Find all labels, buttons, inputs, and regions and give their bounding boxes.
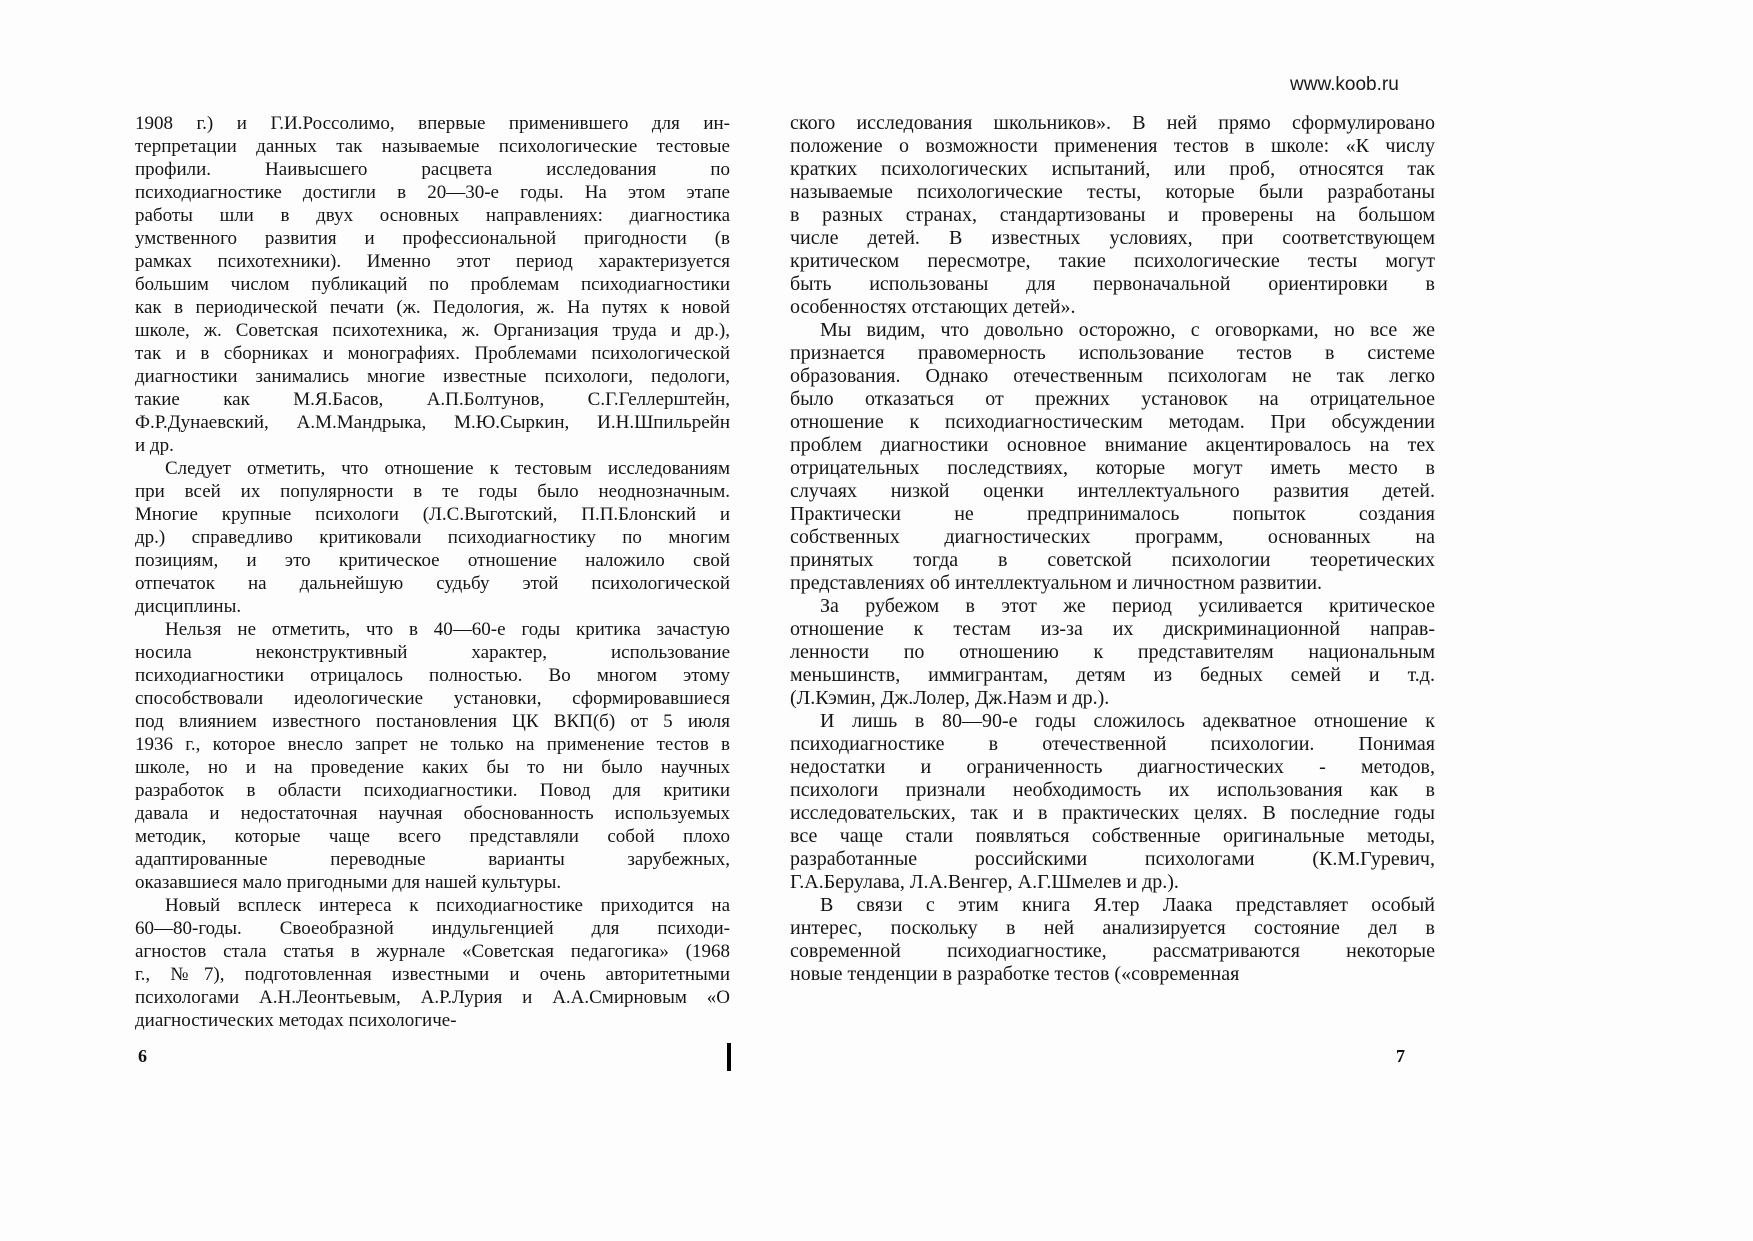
text-line: проблем диагностики основное внимание акцентировалось на тех xyxy=(790,434,1435,456)
left-page-text-column xyxy=(135,112,730,1032)
text-line: психодиагностике достигли в 20—30-е годы. На этом этапе xyxy=(135,182,730,203)
text-line: Практически не предпринималось попыток создания xyxy=(790,503,1435,525)
text-line: разработок в области психодиагностики. Повод для критики xyxy=(135,780,730,801)
text-line: позициям, и это критическое отношение наложило свой xyxy=(135,550,730,571)
text-line: психодиагностике в отечественной психологии. Понимая xyxy=(790,733,1435,755)
text-line: агностов стала статья в журнале «Советская педагогика» (1968 xyxy=(135,941,730,962)
text-line: принятых тогда в советской психологии теоретических xyxy=(790,549,1435,571)
right-page-text-column xyxy=(790,112,1435,986)
text-line: большим числом публикаций по проблемам психодиагностики xyxy=(135,274,730,295)
text-line: 1936 г., которое внесло запрет не только на применение тестов в xyxy=(135,734,730,755)
text-line: собственных диагностических программ, основанных на xyxy=(790,526,1435,548)
text-line: ленности по отношению к представителям национальным xyxy=(790,641,1435,663)
text-line: под влиянием известного постановления ЦК ВКП(б) от 5 июля xyxy=(135,711,730,732)
text-line: психодиагностики отрицалось полностью. Во многом этому xyxy=(135,665,730,686)
text-line: современной психодиагностике, рассматриваются некоторые xyxy=(790,940,1435,962)
text-line: такие как М.Я.Басов, А.П.Болтунов, С.Г.Геллерштейн, xyxy=(135,389,730,410)
text-line: было отказаться от прежних установок на отрицательное xyxy=(790,388,1435,410)
text-line: интерес, поскольку в ней анализируется состояние дел в xyxy=(790,917,1435,939)
text-line: школе, ж. Советская психотехника, ж. Организация труда и др.), xyxy=(135,320,730,341)
text-line: Ф.Р.Дунаевский, А.М.Мандрыка, М.Ю.Сыркин, И.Н.Шпильрейн xyxy=(135,412,730,433)
text-line: отношение к психодиагностическим методам. При обсуждении xyxy=(790,411,1435,433)
text-line: психологи признали необходимость их использования как в xyxy=(790,779,1435,801)
text-line: Многие крупные психологи (Л.С.Выготский, П.П.Блонский и xyxy=(135,504,730,525)
text-line: новые тенденции в разработке тестов («современная xyxy=(790,963,1240,985)
text-line: др.) справедливо критиковали психодиагностику по многим xyxy=(135,527,730,548)
text-line: школе, но и на проведение каких бы то ни было научных xyxy=(135,757,730,778)
text-line: все чаще стали появляться собственные оригинальные методы, xyxy=(790,825,1435,847)
center-divider-mark xyxy=(727,1043,731,1071)
text-line: умственного развития и профессиональной пригодности (в xyxy=(135,228,730,249)
text-line: образования. Однако отечественным психологам не так легко xyxy=(790,365,1435,387)
text-line: дисциплины. xyxy=(135,596,242,617)
text-line: давала и недостаточная научная обоснованность используемых xyxy=(135,803,730,824)
text-line: исследовательских, так и в практических целях. В последние годы xyxy=(790,802,1435,824)
text-line: 60—80-годы. Своеобразной индульгенцией для психоди- xyxy=(135,918,730,939)
text-line: случаях низкой оценки интеллектуального развития детей. xyxy=(790,480,1435,502)
text-line: разработанные российскими психологами (К.М.Гуревич, xyxy=(790,848,1435,870)
text-line: методик, которые чаще всего представляли собой плохо xyxy=(135,826,730,847)
text-line: г., №7), подготовленная известными и очень авторитетными xyxy=(135,964,730,985)
text-line: За рубежом в этот же период усиливается критическое xyxy=(820,595,1435,617)
website-url: www.koob.ru xyxy=(1290,74,1399,95)
text-line: кратких психологических испытаний, или проб, относятся так xyxy=(790,158,1435,180)
text-line: Нельзя не отметить, что в 40—60-е годы критика зачастую xyxy=(165,619,730,640)
text-line: Мы видим, что довольно осторожно, с оговорками, но все же xyxy=(820,319,1435,341)
text-line: и др. xyxy=(135,435,174,456)
text-line: способствовали идеологические установки, сформировавшиеся xyxy=(135,688,730,709)
text-line: работы шли в двух основных направлениях: диагностика xyxy=(135,205,730,226)
text-line: признается правомерность использование тестов в системе xyxy=(790,342,1435,364)
text-line: диагностических методах психологиче- xyxy=(135,1010,457,1031)
text-line: терпретации данных так называемые психологические тестовые xyxy=(135,136,730,157)
text-line: оказавшиеся мало пригодными для нашей культуры. xyxy=(135,872,562,893)
text-line: Новый всплеск интереса к психодиагностике приходится на xyxy=(165,895,730,916)
text-line: 1908 г.) и Г.И.Россолимо, впервые применившего для ин- xyxy=(135,113,730,134)
text-line: Г.А.Берулава, Л.А.Венгер, А.Г.Шмелев и др.). xyxy=(790,871,1179,893)
text-line: отрицательных последствиях, которые могут иметь место в xyxy=(790,457,1435,479)
text-line: адаптированные переводные варианты зарубежных, xyxy=(135,849,730,870)
text-line: критическом пересмотре, такие психологические тесты могут xyxy=(790,250,1435,272)
text-line: отпечаток на дальнейшую судьбу этой психологической xyxy=(135,573,730,594)
page-number-right: 7 xyxy=(1396,1046,1405,1066)
text-line: числе детей. В известных условиях, при соответствующем xyxy=(790,227,1435,249)
text-line: Следует отметить, что отношение к тестовым исследованиям xyxy=(165,458,730,479)
text-line: отношение к тестам из-за их дискриминационной направ- xyxy=(790,618,1435,640)
text-line: ского исследования школьников». В ней прямо сформулировано xyxy=(790,112,1435,134)
text-line: положение о возможности применения тестов в школе: «К числу xyxy=(790,135,1435,157)
text-line: представлениях об интеллектуальном и личностном развитии. xyxy=(790,572,1323,594)
text-line: диагностики занимались многие известные психологи, педологи, xyxy=(135,366,730,387)
text-line: недостатки и ограниченность диагностических - методов, xyxy=(790,756,1435,778)
text-line: носила неконструктивный характер, использование xyxy=(135,642,730,663)
text-line: в разных странах, стандартизованы и проверены на большом xyxy=(790,204,1435,226)
text-line: (Л.Кэмин, Дж.Лолер, Дж.Наэм и др.). xyxy=(790,687,1110,709)
text-line: В связи с этим книга Я.тер Лаака представляет особый xyxy=(820,894,1435,916)
text-line: при всей их популярности в те годы было неоднозначным. xyxy=(135,481,730,502)
text-line: быть использованы для первоначальной ориентировки в xyxy=(790,273,1435,295)
text-line: меньшинств, иммигрантам, детям из бедных семей и т.д. xyxy=(790,664,1435,686)
text-line: так и в сборниках и монографиях. Проблемами психологической xyxy=(135,343,730,364)
text-line: профили. Наивысшего расцвета исследования по xyxy=(135,159,730,180)
text-line: психологами А.Н.Леонтьевым, А.Р.Лурия и А.А.Смирновым «О xyxy=(135,987,730,1008)
text-line: особенностях отстающих детей». xyxy=(790,296,1076,318)
text-line: как в периодической печати (ж. Педология, ж. На путях к новой xyxy=(135,297,730,318)
page-number-left: 6 xyxy=(138,1046,147,1066)
text-line: И лишь в 80—90-е годы сложилось адекватное отношение к xyxy=(820,710,1435,732)
text-line: рамках психотехники). Именно этот период характеризуется xyxy=(135,251,730,272)
text-line: называемые психологические тесты, которые были разработаны xyxy=(790,181,1435,203)
